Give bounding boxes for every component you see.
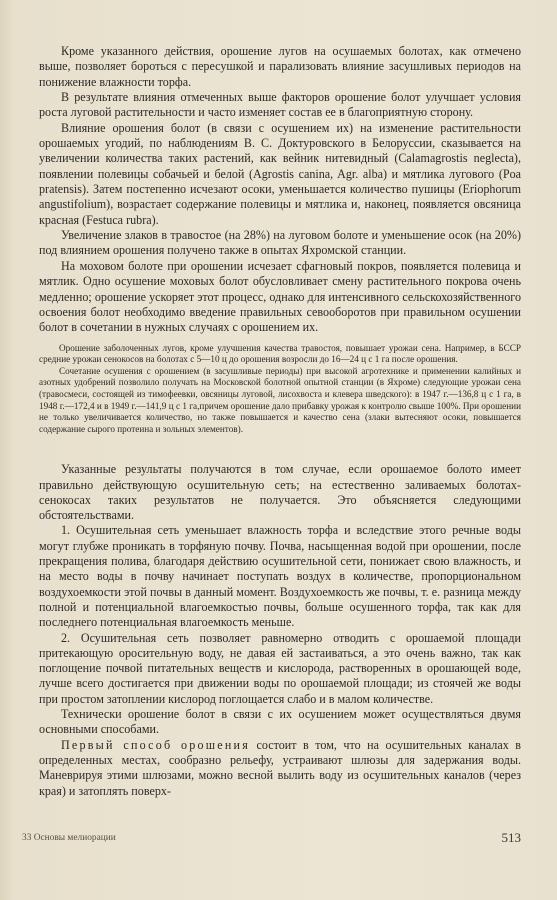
paragraph: Влияние орошения болот (в связи с осушением их) на изменение растительности орошаемых угодий, по наблюдениям В. С. Доктуровского в Белоруссии, сказывается на увеличении количества таких растений, как вейник нитевидный (Calamagrostis neglecta), появлении полевицы собачьей и белой (Agrostis canina, Agr. alba) и мятлика лугового (Poa pratensis). Затем постепенно исчезают осоки, уменьшается количество пушицы (Eriophorum angustifolium), возрастает содержание полевицы и мятлика и, наконец, появляется овсяница красная (Festuca rubra).	[39, 120, 521, 227]
paragraph: 2. Осушительная сеть позволяет равномерно отводить с орошаемой площади притекающую оросительную воду, не давая ей застаиваться, а это очень важно, так как поглощение почвой питательных веществ и кислорода, растворенных в орошающей воде, лучше всего достигается при движении воды по орошаемой площади; из стоячей же воды при простом затоплении кислород поглощается слабо и в малом количестве.	[39, 630, 521, 706]
paragraph: В результате влияния отмеченных выше факторов орошение болот улучшает условия роста луговой растительности и часто изменяет состав ее в благоприятную сторону.	[39, 90, 521, 120]
paragraph: На моховом болоте при орошении исчезает сфагновый покров, появляется полевица и мятлик. Одно осушение моховых болот обусловливает смену растительного покрова очень медленно; орошение ускоряет этот процесс, однако для интенсивного сельскохозяйственного освоения болот необходимо введение правильных севооборотов при правильном осушении болот в сочетании в нужных случаях с орошением их.	[39, 258, 521, 335]
small-print-note	[39, 343, 521, 436]
note-paragraph: Сочетание осушения с орошением (в засушливые периоды) при высокой агротехнике и применении калийных и азотных удобрений позволило получать на Московской болотной опытной станции (в Яхроме) следующие урожаи сена (травосмеси, состоящей из тимофеевки, овсяницы луговой, лисохвоста и клевера шведского): в 1947 г.—136,8 ц с 1 га, в 1948 г.—172,4 и в 1949 г.—141,9 ц с 1 га,причем орошение дало прибавку урожая к контролю свыше 100%. При орошении не только увеличивается количество, но также повышается и качество сена (злаки вытесняют осоки, повышается содержание сырого протеина и зольных элементов).	[39, 365, 521, 434]
paragraph: 1. Осушительная сеть уменьшает влажность торфа и вследствие этого речные воды могут глубже проникать в торфяную почву. Почва, насыщенная водой при орошении, после прекращения полива, благодаря действию осушительной сети, понижает свою влажность, и на место воды в почву начинает поступать воздух в количестве, пропорциональном воздухоемкости этой почвы в данный момент. Воздухоемкость же почвы, т. е. разница между полной и потенциальной влагоемкостью почвы, больше осушенного торфа, так как для последнего потенциальная влагоемкость меньше.	[39, 523, 521, 630]
continued-text	[39, 462, 521, 799]
paragraph-rest: состоит в том, что на осушительных каналах в определенных местах, сообразно рельефу, устраивают шлюзы для задержания воды. Маневрируя этими шлюзами, можно весной вылить воду из осушительных каналов (через края) и затоплять поверх-	[39, 737, 521, 798]
paragraph: Кроме указанного действия, орошение лугов на осушаемых болотах, как отмечено выше, позволяет бороться с пересушкой и парализовать влияние засушливых периодов на понижение влажности торфа.	[39, 44, 521, 89]
paragraph	[39, 738, 521, 799]
paragraph: Увеличение злаков в травостое (на 28%) на луговом болоте и уменьшение осок (на 20%) под влиянием орошения получено также в опытах Яхромской станции.	[39, 228, 521, 258]
text-column	[39, 44, 521, 799]
signature-mark: 33 Основы мелиорации	[22, 833, 116, 843]
paragraph: Технически орошение болот в связи с их осушением может осуществляться двумя основными способами.	[39, 707, 521, 737]
page-number: 513	[501, 830, 521, 845]
page-footer	[22, 830, 521, 849]
main-text	[39, 44, 521, 336]
spaced-lead: Первый способ орошения	[61, 737, 250, 752]
note-paragraph: Орошение заболоченных лугов, кроме улучшения качества травостоя, повышает урожаи сена. Например, в БССР средние урожаи сенокосов на болотах с 5—10 ц до орошения возросли до 16—24 ц с 1 га после орошения.	[39, 342, 521, 365]
paragraph: Указанные результаты получаются в том случае, если орошаемое болото имеет правильно действующую осушительную сеть; на естественно заливаемых болотах-сенокосах таких результатов не получается. Это объясняется следующими обстоятельствами.	[39, 462, 521, 523]
